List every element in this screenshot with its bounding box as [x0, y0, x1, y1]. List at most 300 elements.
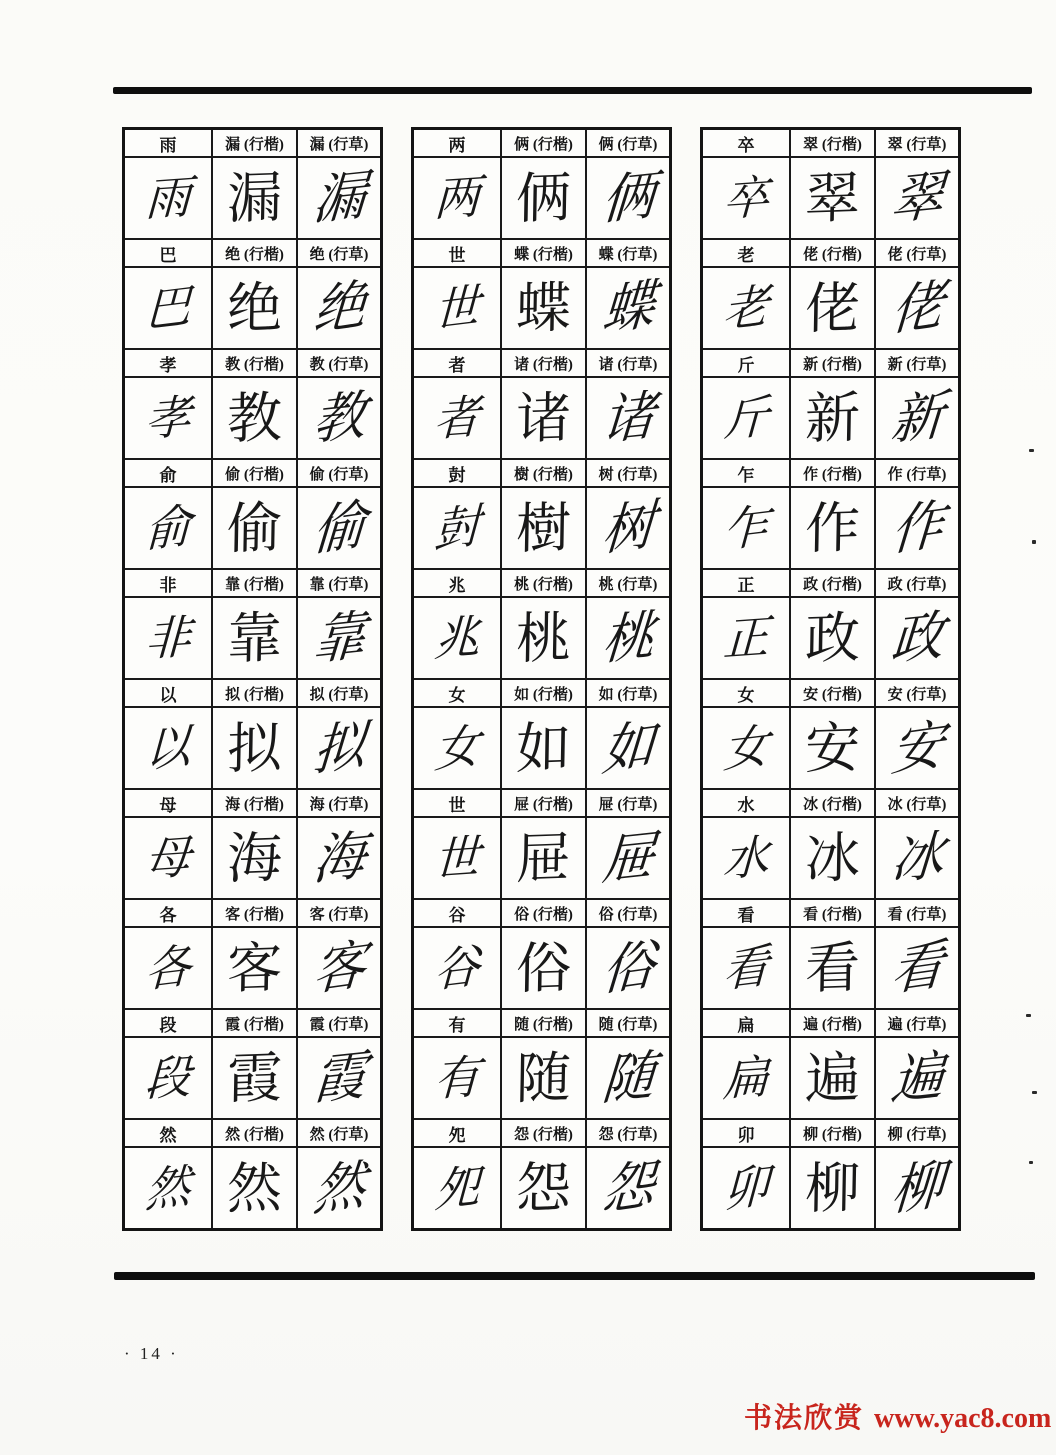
handwritten-base-char: 然: [144, 1157, 192, 1219]
handwritten-base-char: 老: [722, 277, 770, 339]
base-sample-cell: [702, 157, 791, 239]
xingcao-header: 如 (行草): [586, 679, 671, 707]
base-sample-cell: [413, 597, 502, 679]
base-char-header: 水: [702, 789, 791, 817]
handwritten-xingcao-char: 树: [599, 493, 657, 563]
xingcao-sample-cell: [586, 597, 671, 679]
base-sample-cell: [124, 597, 213, 679]
xingkai-sample-cell: [212, 817, 297, 899]
char-table-left: [122, 127, 383, 1231]
xingcao-sample-cell: [297, 157, 382, 239]
xingkai-header: 安 (行楷): [790, 679, 875, 707]
xingcao-header: 随 (行草): [586, 1009, 671, 1037]
row-samples: [413, 597, 671, 679]
handwritten-xingcao-char: 新: [888, 384, 946, 452]
row-samples: [124, 487, 382, 569]
xingcao-sample-cell: [586, 1037, 671, 1119]
xingcao-sample-cell: [875, 597, 960, 679]
base-char-header: 谷: [413, 899, 502, 927]
xingcao-sample-cell: [586, 157, 671, 239]
base-sample-cell: [413, 487, 502, 569]
xingkai-header: 翠 (行楷): [790, 129, 875, 158]
row-header: [413, 349, 671, 377]
xingcao-sample-cell: [586, 267, 671, 349]
scan-speck: [1029, 449, 1034, 452]
handwritten-xingkai-char: 屉: [515, 824, 572, 891]
xingcao-header: 树 (行草): [586, 459, 671, 487]
base-char-header: 以: [124, 679, 213, 707]
handwritten-xingcao-char: 作: [888, 493, 946, 563]
xingcao-sample-cell: [875, 377, 960, 459]
base-char-header: 世: [413, 239, 502, 267]
base-char-header: 卒: [702, 129, 791, 158]
base-sample-cell: [124, 1147, 213, 1230]
xingkai-header: 拟 (行楷): [212, 679, 297, 707]
handwritten-xingkai-char: 安: [804, 714, 861, 781]
base-char-header: 段: [124, 1009, 213, 1037]
xingcao-sample-cell: [875, 707, 960, 789]
xingkai-sample-cell: [212, 1147, 297, 1230]
xingcao-header: 教 (行草): [297, 349, 382, 377]
handwritten-base-char: 母: [144, 829, 192, 887]
base-sample-cell: [124, 707, 213, 789]
handwritten-xingcao-char: 蝶: [599, 273, 657, 343]
handwritten-base-char: 水: [722, 829, 770, 887]
base-char-header: 各: [124, 899, 213, 927]
base-char-header: 雨: [124, 129, 213, 158]
scan-speck: [1029, 1161, 1033, 1164]
row-header: [413, 679, 671, 707]
base-sample-cell: [413, 927, 502, 1009]
row-header: [124, 1009, 382, 1037]
handwritten-xingkai-char: 拟: [226, 714, 283, 781]
xingcao-sample-cell: [297, 1147, 382, 1230]
xingcao-sample-cell: [586, 707, 671, 789]
xingkai-header: 教 (行楷): [212, 349, 297, 377]
row-header: [702, 789, 960, 817]
xingcao-sample-cell: [586, 487, 671, 569]
row-header: [124, 569, 382, 597]
xingkai-sample-cell: [501, 1037, 586, 1119]
handwritten-xingcao-char: 然: [310, 1153, 368, 1223]
xingcao-header: 冰 (行草): [875, 789, 960, 817]
xingkai-sample-cell: [790, 707, 875, 789]
xingcao-sample-cell: [875, 1147, 960, 1230]
handwritten-base-char: 孝: [144, 389, 192, 447]
base-sample-cell: [124, 1037, 213, 1119]
handwritten-xingcao-char: 绝: [310, 273, 368, 343]
base-char-header: 兆: [413, 569, 502, 597]
xingkai-sample-cell: [212, 487, 297, 569]
row-header: [702, 569, 960, 597]
xingcao-header: 看 (行草): [875, 899, 960, 927]
xingcao-header: 安 (行草): [875, 679, 960, 707]
handwritten-base-char: 俞: [144, 497, 192, 559]
xingkai-header: 漏 (行楷): [212, 129, 297, 158]
row-samples: [413, 707, 671, 789]
xingcao-sample-cell: [586, 927, 671, 1009]
xingkai-sample-cell: [212, 157, 297, 239]
handwritten-xingkai-char: 怨: [515, 1154, 572, 1221]
handwritten-xingkai-char: 海: [226, 824, 283, 891]
row-header: [413, 239, 671, 267]
handwritten-xingcao-char: 怨: [599, 1153, 657, 1223]
row-header: [124, 1119, 382, 1147]
xingcao-header: 靠 (行草): [297, 569, 382, 597]
xingkai-sample-cell: [212, 1037, 297, 1119]
xingcao-sample-cell: [875, 487, 960, 569]
row-header: [413, 459, 671, 487]
xingcao-sample-cell: [875, 157, 960, 239]
xingcao-header: 屉 (行草): [586, 789, 671, 817]
base-char-header: 夗: [413, 1119, 502, 1147]
handwritten-xingcao-char: 拟: [310, 713, 368, 783]
xingcao-header: 蝶 (行草): [586, 239, 671, 267]
base-char-header: 尌: [413, 459, 502, 487]
handwritten-xingkai-char: 桃: [515, 604, 572, 671]
xingkai-sample-cell: [790, 487, 875, 569]
xingkai-sample-cell: [790, 927, 875, 1009]
xingkai-header: 遍 (行楷): [790, 1009, 875, 1037]
handwritten-xingkai-char: 诸: [515, 384, 572, 451]
base-char-header: 女: [702, 679, 791, 707]
handwritten-xingkai-char: 政: [804, 604, 861, 671]
handwritten-xingcao-char: 俗: [599, 933, 657, 1003]
base-sample-cell: [124, 817, 213, 899]
row-header: [702, 1009, 960, 1037]
xingcao-header: 政 (行草): [875, 569, 960, 597]
xingkai-header: 屉 (行楷): [501, 789, 586, 817]
handwritten-xingcao-char: 翠: [888, 164, 946, 232]
scan-speck: [1032, 540, 1036, 544]
handwritten-base-char: 兆: [433, 609, 481, 667]
row-header: [124, 789, 382, 817]
char-table-right: [700, 127, 961, 1231]
xingkai-sample-cell: [790, 817, 875, 899]
handwritten-xingcao-char: 安: [888, 713, 946, 783]
xingcao-sample-cell: [875, 267, 960, 349]
xingcao-header: 遍 (行草): [875, 1009, 960, 1037]
xingcao-sample-cell: [875, 927, 960, 1009]
handwritten-xingkai-char: 偷: [226, 494, 283, 561]
xingkai-header: 客 (行楷): [212, 899, 297, 927]
base-char-header: 卯: [702, 1119, 791, 1147]
xingcao-header: 偷 (行草): [297, 459, 382, 487]
xingcao-header: 诸 (行草): [586, 349, 671, 377]
handwritten-base-char: 有: [433, 1049, 481, 1107]
row-samples: [124, 1147, 382, 1230]
row-samples: [124, 707, 382, 789]
xingcao-sample-cell: [297, 267, 382, 349]
handwritten-xingkai-char: 客: [226, 934, 283, 1001]
xingkai-header: 然 (行楷): [212, 1119, 297, 1147]
row-samples: [413, 267, 671, 349]
handwritten-base-char: 两: [433, 169, 481, 227]
handwritten-base-char: 各: [144, 937, 192, 999]
row-header: [413, 129, 671, 158]
xingkai-sample-cell: [212, 597, 297, 679]
xingcao-header: 海 (行草): [297, 789, 382, 817]
handwritten-base-char: 世: [433, 829, 481, 887]
handwritten-base-char: 看: [722, 937, 770, 999]
row-samples: [702, 707, 960, 789]
row-header: [702, 129, 960, 158]
xingcao-sample-cell: [297, 377, 382, 459]
watermark: [744, 1396, 1051, 1436]
xingcao-header: 佬 (行草): [875, 239, 960, 267]
base-sample-cell: [702, 817, 791, 899]
row-header: [413, 789, 671, 817]
xingkai-header: 偷 (行楷): [212, 459, 297, 487]
watermark-site-name: 书法欣赏: [744, 1403, 865, 1434]
xingkai-sample-cell: [501, 1147, 586, 1230]
row-header: [124, 239, 382, 267]
xingkai-header: 海 (行楷): [212, 789, 297, 817]
row-samples: [702, 817, 960, 899]
handwritten-xingcao-char: 霞: [310, 1044, 368, 1112]
base-char-header: 看: [702, 899, 791, 927]
xingcao-header: 桃 (行草): [586, 569, 671, 597]
xingkai-header: 霞 (行楷): [212, 1009, 297, 1037]
handwritten-xingkai-char: 遍: [804, 1044, 861, 1111]
xingcao-sample-cell: [586, 1147, 671, 1230]
handwritten-base-char: 卒: [722, 169, 770, 227]
xingkai-header: 怨 (行楷): [501, 1119, 586, 1147]
top-rule: [113, 87, 1032, 94]
row-header: [413, 569, 671, 597]
xingcao-header: 俩 (行草): [586, 129, 671, 158]
handwritten-xingcao-char: 俩: [599, 164, 657, 232]
xingcao-sample-cell: [875, 1037, 960, 1119]
handwritten-base-char: 雨: [144, 169, 192, 227]
base-char-header: 斤: [702, 349, 791, 377]
xingkai-sample-cell: [790, 597, 875, 679]
xingkai-header: 柳 (行楷): [790, 1119, 875, 1147]
base-sample-cell: [413, 707, 502, 789]
row-samples: [413, 377, 671, 459]
xingkai-header: 樹 (行楷): [501, 459, 586, 487]
xingkai-header: 俗 (行楷): [501, 899, 586, 927]
row-header: [702, 1119, 960, 1147]
handwritten-base-char: 女: [433, 717, 481, 779]
handwritten-xingcao-char: 佬: [888, 273, 946, 343]
handwritten-xingkai-char: 新: [804, 384, 861, 451]
handwritten-xingcao-char: 诸: [599, 384, 657, 452]
xingcao-sample-cell: [297, 487, 382, 569]
xingkai-sample-cell: [212, 267, 297, 349]
handwritten-xingcao-char: 客: [310, 933, 368, 1003]
base-sample-cell: [124, 267, 213, 349]
row-samples: [124, 817, 382, 899]
base-sample-cell: [413, 1037, 502, 1119]
row-samples: [413, 487, 671, 569]
xingkai-sample-cell: [790, 267, 875, 349]
xingkai-header: 作 (行楷): [790, 459, 875, 487]
char-table-middle: [411, 127, 672, 1231]
row-header: [413, 1009, 671, 1037]
handwritten-base-char: 谷: [433, 937, 481, 999]
xingkai-header: 俩 (行楷): [501, 129, 586, 158]
bottom-rule: [114, 1272, 1035, 1280]
xingkai-sample-cell: [790, 1037, 875, 1119]
base-sample-cell: [702, 707, 791, 789]
base-sample-cell: [702, 267, 791, 349]
handwritten-xingcao-char: 教: [310, 384, 368, 452]
xingkai-header: 冰 (行楷): [790, 789, 875, 817]
handwritten-xingcao-char: 遍: [888, 1044, 946, 1112]
row-samples: [124, 1037, 382, 1119]
base-sample-cell: [702, 377, 791, 459]
xingkai-sample-cell: [501, 487, 586, 569]
xingkai-sample-cell: [501, 817, 586, 899]
xingkai-sample-cell: [790, 1147, 875, 1230]
xingcao-header: 新 (行草): [875, 349, 960, 377]
handwritten-xingcao-char: 如: [599, 713, 657, 783]
xingkai-header: 新 (行楷): [790, 349, 875, 377]
base-char-header: 非: [124, 569, 213, 597]
xingcao-sample-cell: [297, 597, 382, 679]
handwritten-xingkai-char: 蝶: [515, 274, 572, 341]
xingcao-sample-cell: [586, 377, 671, 459]
row-samples: [413, 1147, 671, 1230]
handwritten-xingkai-char: 冰: [804, 824, 861, 891]
handwritten-base-char: 段: [144, 1049, 192, 1107]
row-samples: [702, 927, 960, 1009]
base-sample-cell: [413, 157, 502, 239]
row-samples: [702, 377, 960, 459]
xingkai-sample-cell: [501, 377, 586, 459]
xingkai-header: 诸 (行楷): [501, 349, 586, 377]
handwritten-xingcao-char: 冰: [888, 824, 946, 892]
handwritten-xingcao-char: 桃: [599, 604, 657, 672]
row-header: [413, 899, 671, 927]
xingcao-header: 俗 (行草): [586, 899, 671, 927]
handwritten-base-char: 女: [722, 717, 770, 779]
base-char-header: 母: [124, 789, 213, 817]
handwritten-xingcao-char: 靠: [310, 604, 368, 672]
xingkai-sample-cell: [212, 377, 297, 459]
handwritten-xingkai-char: 翠: [804, 164, 861, 231]
base-sample-cell: [124, 487, 213, 569]
handwritten-base-char: 正: [722, 609, 770, 667]
scan-speck: [1026, 1014, 1031, 1017]
row-header: [124, 899, 382, 927]
base-char-header: 女: [413, 679, 502, 707]
handwritten-xingkai-char: 如: [515, 714, 572, 781]
base-sample-cell: [702, 927, 791, 1009]
row-samples: [702, 267, 960, 349]
xingkai-header: 绝 (行楷): [212, 239, 297, 267]
handwritten-base-char: 斤: [722, 389, 770, 447]
row-samples: [702, 1147, 960, 1230]
xingkai-sample-cell: [501, 597, 586, 679]
handwritten-base-char: 者: [433, 389, 481, 447]
base-char-header: 有: [413, 1009, 502, 1037]
xingkai-sample-cell: [212, 927, 297, 1009]
handwritten-xingcao-char: 随: [599, 1044, 657, 1112]
row-samples: [702, 487, 960, 569]
handwritten-xingkai-char: 柳: [804, 1154, 861, 1221]
base-sample-cell: [702, 597, 791, 679]
row-samples: [702, 597, 960, 679]
row-samples: [702, 157, 960, 239]
xingcao-header: 客 (行草): [297, 899, 382, 927]
row-header: [124, 349, 382, 377]
xingkai-header: 蝶 (行楷): [501, 239, 586, 267]
handwritten-xingcao-char: 漏: [310, 164, 368, 232]
base-char-header: 孝: [124, 349, 213, 377]
xingcao-header: 拟 (行草): [297, 679, 382, 707]
xingkai-header: 桃 (行楷): [501, 569, 586, 597]
row-header: [702, 239, 960, 267]
row-samples: [413, 817, 671, 899]
base-char-header: 巴: [124, 239, 213, 267]
handwritten-xingkai-char: 然: [226, 1154, 283, 1221]
row-header: [124, 129, 382, 158]
handwritten-xingcao-char: 屉: [599, 824, 657, 892]
xingkai-header: 如 (行楷): [501, 679, 586, 707]
xingcao-sample-cell: [297, 1037, 382, 1119]
base-char-header: 然: [124, 1119, 213, 1147]
row-samples: [413, 157, 671, 239]
handwritten-xingkai-char: 看: [804, 934, 861, 1001]
xingcao-header: 怨 (行草): [586, 1119, 671, 1147]
base-char-header: 正: [702, 569, 791, 597]
row-header: [413, 1119, 671, 1147]
xingcao-header: 霞 (行草): [297, 1009, 382, 1037]
row-samples: [413, 1037, 671, 1119]
handwritten-xingcao-char: 偷: [310, 493, 368, 563]
row-header: [702, 899, 960, 927]
base-sample-cell: [413, 267, 502, 349]
row-header: [124, 679, 382, 707]
base-char-header: 老: [702, 239, 791, 267]
base-sample-cell: [124, 157, 213, 239]
handwritten-xingkai-char: 俗: [515, 934, 572, 1001]
handwritten-xingkai-char: 樹: [515, 494, 572, 561]
xingcao-sample-cell: [297, 927, 382, 1009]
xingkai-header: 看 (行楷): [790, 899, 875, 927]
row-samples: [702, 1037, 960, 1119]
base-char-header: 者: [413, 349, 502, 377]
base-sample-cell: [702, 487, 791, 569]
page-number: · 14 ·: [124, 1344, 179, 1363]
row-header: [702, 349, 960, 377]
base-char-header: 俞: [124, 459, 213, 487]
handwritten-xingkai-char: 绝: [226, 274, 283, 341]
handwritten-base-char: 卯: [722, 1157, 770, 1219]
handwritten-xingcao-char: 海: [310, 824, 368, 892]
base-sample-cell: [413, 1147, 502, 1230]
xingcao-sample-cell: [297, 817, 382, 899]
watermark-url: www.yac8.com: [874, 1403, 1052, 1434]
base-char-header: 扁: [702, 1009, 791, 1037]
base-sample-cell: [413, 377, 502, 459]
row-samples: [124, 157, 382, 239]
handwritten-xingkai-char: 教: [226, 384, 283, 451]
handwritten-base-char: 扁: [722, 1049, 770, 1107]
xingkai-header: 政 (行楷): [790, 569, 875, 597]
xingkai-header: 佬 (行楷): [790, 239, 875, 267]
scan-speck: [1032, 1091, 1037, 1094]
character-tables: [122, 127, 961, 1231]
xingkai-sample-cell: [212, 707, 297, 789]
xingcao-sample-cell: [875, 817, 960, 899]
base-sample-cell: [702, 1037, 791, 1119]
xingcao-header: 作 (行草): [875, 459, 960, 487]
handwritten-xingkai-char: 霞: [226, 1044, 283, 1111]
handwritten-xingkai-char: 随: [515, 1044, 572, 1111]
